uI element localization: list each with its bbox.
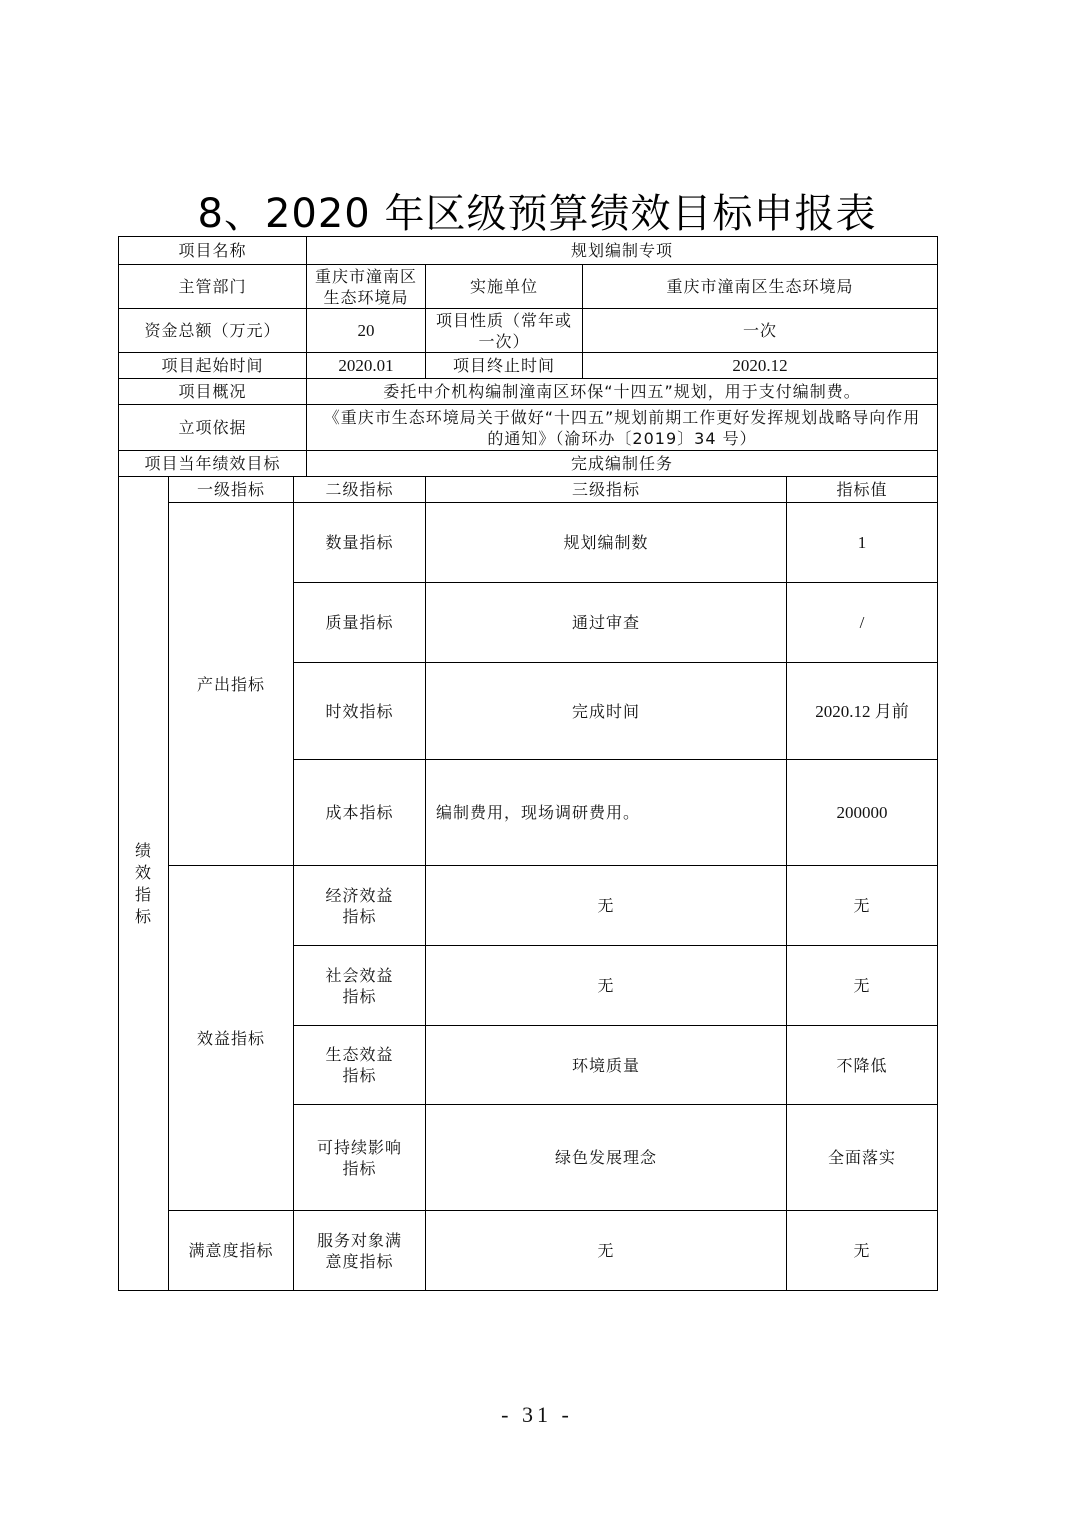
- value-cell: 无: [787, 1211, 938, 1291]
- fund-label: 资金总额（万元）: [119, 309, 307, 353]
- row-dates: [119, 353, 938, 379]
- header-level2: 二级指标: [294, 477, 426, 503]
- level3-cell: 绿色发展理念: [426, 1105, 787, 1211]
- row-dept: [119, 265, 938, 309]
- row-project-name: [119, 237, 938, 265]
- row-goal: [119, 451, 938, 477]
- nature-label: 项目性质（常年或一次）: [426, 309, 583, 353]
- level2-cell: 时效指标: [294, 663, 426, 760]
- row-basis: [119, 405, 938, 451]
- value-cell: 200000: [787, 760, 938, 866]
- level3-cell: 无: [426, 1211, 787, 1291]
- page-number: - 31 -: [501, 1402, 573, 1427]
- level2-cell: 质量指标: [294, 583, 426, 663]
- overview-label: 项目概况: [119, 379, 307, 405]
- header-level3: 三级指标: [426, 477, 787, 503]
- level3-cell: 无: [426, 866, 787, 946]
- row-fund: [119, 309, 938, 353]
- dept-value: 重庆市潼南区生态环境局: [307, 265, 426, 309]
- value-cell: 不降低: [787, 1026, 938, 1105]
- nature-value: 一次: [583, 309, 938, 353]
- output-label: 产出指标: [169, 503, 294, 866]
- fund-value: 20: [307, 309, 426, 353]
- table-row: [119, 866, 938, 946]
- level3-cell: 完成时间: [426, 663, 787, 760]
- side-label-cell: [119, 477, 169, 1291]
- level2-cell: 数量指标: [294, 503, 426, 583]
- impl-unit-value: 重庆市潼南区生态环境局: [583, 265, 938, 309]
- header-value: 指标值: [787, 477, 938, 503]
- project-name-label: 项目名称: [119, 237, 307, 265]
- level2-cell: 经济效益指标: [294, 866, 426, 946]
- value-cell: 无: [787, 946, 938, 1026]
- page-title: 8、2020 年区级预算绩效目标申报表: [197, 191, 877, 237]
- project-name-value: 规划编制专项: [307, 237, 938, 265]
- level2-cell: 可持续影响指标: [294, 1105, 426, 1211]
- end-value: 2020.12: [583, 353, 938, 379]
- satisfaction-label: 满意度指标: [169, 1211, 294, 1291]
- dept-label: 主管部门: [119, 265, 307, 309]
- row-overview: [119, 379, 938, 405]
- value-cell: 全面落实: [787, 1105, 938, 1211]
- level3-cell: 环境质量: [426, 1026, 787, 1105]
- side-label: 绩效指标: [134, 840, 152, 926]
- impl-unit-label: 实施单位: [426, 265, 583, 309]
- level3-cell: 无: [426, 946, 787, 1026]
- level2-cell: 成本指标: [294, 760, 426, 866]
- level2-cell: 服务对象满意度指标: [294, 1211, 426, 1291]
- level2-cell: 社会效益指标: [294, 946, 426, 1026]
- level3-cell: 编制费用，现场调研费用。: [426, 760, 787, 866]
- value-cell: 1: [787, 503, 938, 583]
- header-level1: 一级指标: [169, 477, 294, 503]
- start-label: 项目起始时间: [119, 353, 307, 379]
- goal-label: 项目当年绩效目标: [119, 451, 307, 477]
- basis-label: 立项依据: [119, 405, 307, 451]
- level2-cell: 生态效益指标: [294, 1026, 426, 1105]
- level3-cell: 规划编制数: [426, 503, 787, 583]
- value-cell: 2020.12 月前: [787, 663, 938, 760]
- overview-value: 委托中介机构编制潼南区环保“十四五”规划，用于支付编制费。: [307, 379, 938, 405]
- benefit-label: 效益指标: [169, 866, 294, 1211]
- goal-value: 完成编制任务: [307, 451, 938, 477]
- value-cell: 无: [787, 866, 938, 946]
- start-value: 2020.01: [307, 353, 426, 379]
- basis-value: 《重庆市生态环境局关于做好“十四五”规划前期工作更好发挥规划战略导向作用的通知》（渝环办〔2019〕34 号）: [307, 405, 938, 451]
- level3-cell: 通过审查: [426, 583, 787, 663]
- end-label: 项目终止时间: [426, 353, 583, 379]
- table-row: [119, 503, 938, 583]
- table-row: [119, 1211, 938, 1291]
- performance-target-table: [118, 236, 938, 1291]
- indicator-header-row: [119, 477, 938, 503]
- value-cell: /: [787, 583, 938, 663]
